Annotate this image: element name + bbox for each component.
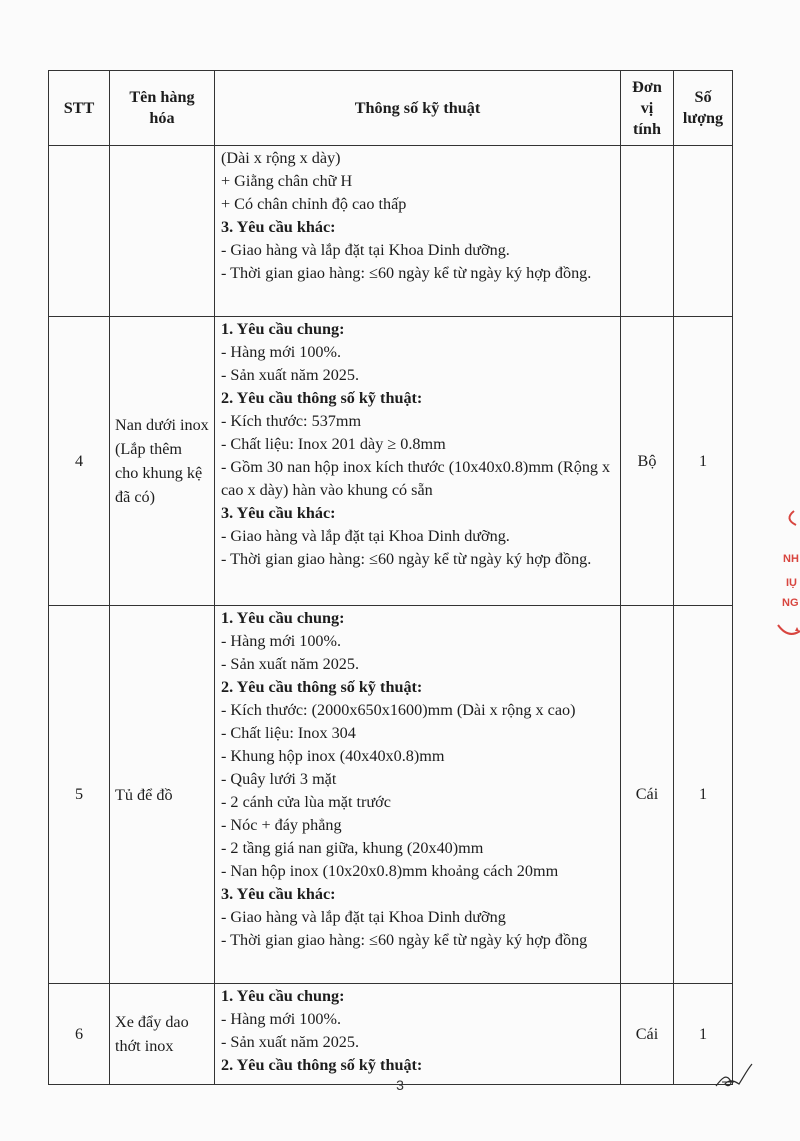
spec-line: (Dài x rộng x dày) <box>221 149 341 167</box>
spec-heading: 3. Yêu cầu khác: <box>221 885 336 903</box>
spec-line: - 2 cánh cửa lùa mặt trước <box>221 793 391 811</box>
spec-line: - Nóc + đáy phẳng <box>221 816 342 834</box>
spec-line: - Hàng mới 100%. <box>221 343 342 361</box>
header-unit: Đơn vị tính <box>621 71 674 146</box>
header-stt: STT <box>49 71 110 146</box>
row-stt: 4 <box>49 317 110 606</box>
spec-heading: 2. Yêu cầu thông số kỹ thuật: <box>221 389 423 407</box>
spec-heading: 1. Yêu cầu chung: <box>221 987 345 1005</box>
spec-cell <box>215 146 621 317</box>
spec-line: - Quây lưới 3 mặt <box>221 770 337 788</box>
spec-line: + Giằng chân chữ H <box>221 172 353 190</box>
svg-text:NG: NG <box>782 597 799 609</box>
row-stt: 5 <box>49 606 110 984</box>
spec-cell <box>215 984 621 1085</box>
spec-line: - Giao hàng và lắp đặt tại Khoa Dinh dưỡng. <box>221 241 510 259</box>
spec-line: - Giao hàng và lắp đặt tại Khoa Dinh dưỡng. <box>221 527 510 545</box>
spec-line: - Hàng mới 100%. <box>221 1010 342 1028</box>
spec-line: - Khung hộp inox (40x40x0.8)mm <box>221 747 445 765</box>
spec-line: - Nan hộp inox (10x20x0.8)mm khoảng cách 20mm <box>221 862 559 880</box>
table-row <box>49 317 733 606</box>
spec-heading: 3. Yêu cầu khác: <box>221 504 336 522</box>
spec-line: - Kích thước: (2000x650x1600)mm (Dài x rộng x cao) <box>221 701 576 719</box>
svg-text:IỤ: IỤ <box>786 577 797 589</box>
spec-heading: 1. Yêu cầu chung: <box>221 609 345 627</box>
spec-heading: 1. Yêu cầu chung: <box>221 320 345 338</box>
row-quantity: 1 <box>674 317 733 606</box>
spec-heading: 3. Yêu cầu khác: <box>221 218 336 236</box>
spec-line: - Thời gian giao hàng: ≤60 ngày kể từ ngày ký hợp đồng. <box>221 550 592 568</box>
red-stamp-fragment <box>774 505 800 655</box>
row-unit: Cái <box>621 984 674 1085</box>
spec-line: - Kích thước: 537mm <box>221 412 362 430</box>
spec-line: - Sản xuất năm 2025. <box>221 1033 360 1051</box>
row-quantity: 1 <box>674 606 733 984</box>
spec-line: - Chất liệu: Inox 304 <box>221 724 356 742</box>
spec-line: - Chất liệu: Inox 201 dày ≥ 0.8mm <box>221 435 446 453</box>
row-unit: Bộ <box>621 317 674 606</box>
table-row-continued <box>49 146 733 317</box>
spec-line: - Sản xuất năm 2025. <box>221 366 360 384</box>
header-quantity: Số lượng <box>674 71 733 146</box>
spec-cell <box>215 317 621 606</box>
spec-line: - Giao hàng và lắp đặt tại Khoa Dinh dưỡng <box>221 908 506 926</box>
spec-line: - 2 tầng giá nan giữa, khung (20x40)mm <box>221 839 484 857</box>
row-unit: Cái <box>621 606 674 984</box>
row-item-name: Xe đẩy dao thớt inox <box>110 984 215 1085</box>
table-row <box>49 606 733 984</box>
spec-heading: 2. Yêu cầu thông số kỹ thuật: <box>221 678 423 696</box>
spec-line: - Sản xuất năm 2025. <box>221 655 360 673</box>
table-row <box>49 984 733 1085</box>
header-specification: Thông số kỹ thuật <box>215 71 621 146</box>
table-header-row <box>49 71 733 146</box>
spec-line: + Có chân chỉnh độ cao thấp <box>221 195 407 213</box>
spec-line: - Gồm 30 nan hộp inox kích thước (10x40x0.8)mm (Rộng x cao x dày) hàn vào khung có sẵn <box>221 458 611 499</box>
specification-table <box>48 70 733 1085</box>
header-item-name: Tên hàng hóa <box>110 71 215 146</box>
page-number: 3 <box>396 1077 404 1093</box>
row-item-name: Nan dưới inox (Lắp thêm cho khung kệ đã có) <box>110 317 215 606</box>
spec-cell <box>215 606 621 984</box>
spec-line: - Thời gian giao hàng: ≤60 ngày kể từ ngày ký hợp đồng <box>221 931 588 949</box>
spec-line: - Thời gian giao hàng: ≤60 ngày kể từ ngày ký hợp đồng. <box>221 264 592 282</box>
row-item-name: Tủ để đồ <box>110 606 215 984</box>
spec-line: - Hàng mới 100%. <box>221 632 342 650</box>
svg-text:NH: NH <box>783 553 799 565</box>
row-stt: 6 <box>49 984 110 1085</box>
row-quantity: 1 <box>674 984 733 1085</box>
spec-heading: 2. Yêu cầu thông số kỹ thuật: <box>221 1056 423 1074</box>
